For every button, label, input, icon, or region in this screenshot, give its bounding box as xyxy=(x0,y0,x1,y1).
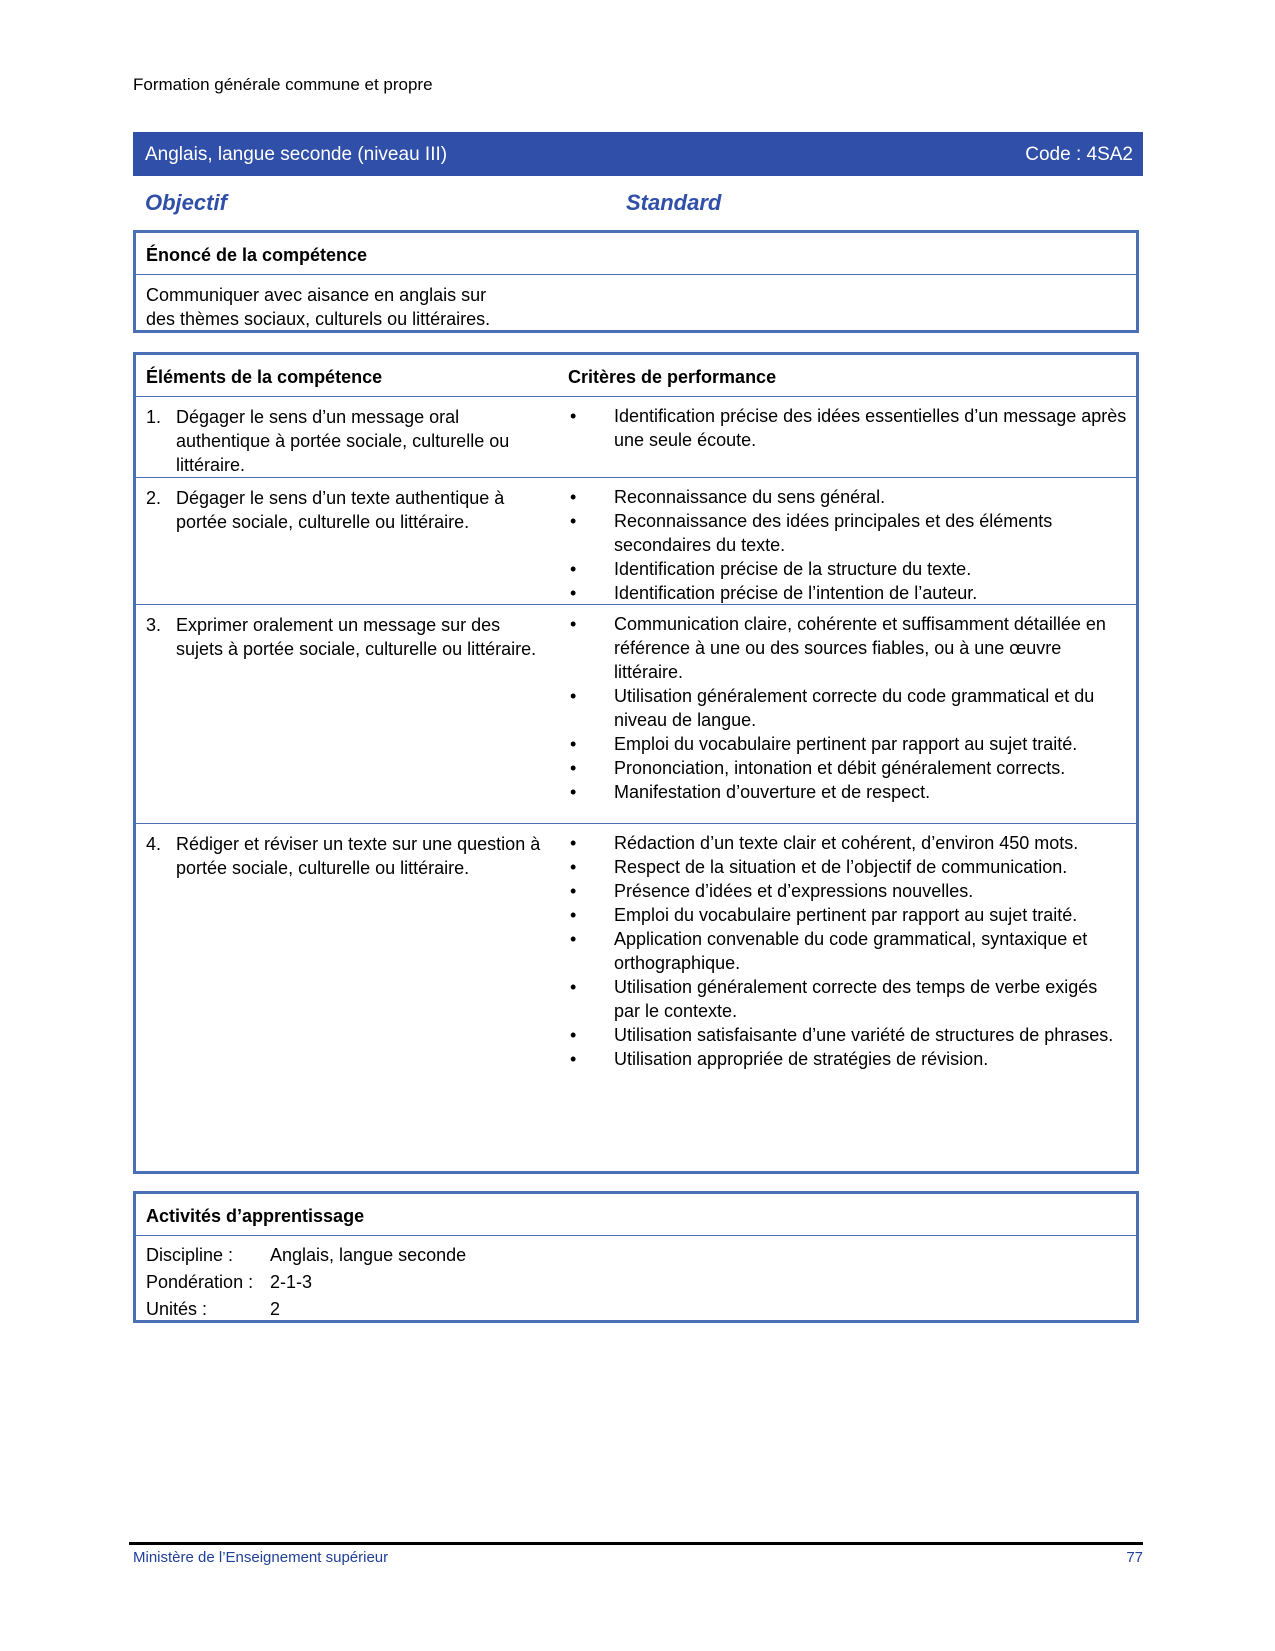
activities-details xyxy=(136,1236,1136,1329)
table-row xyxy=(136,605,1136,824)
criterion-item: • Emploi du vocabulaire pertinent par rapport au sujet traité. xyxy=(568,732,1128,756)
criterion-item: • Utilisation appropriée de stratégies de révision. xyxy=(568,1047,1128,1071)
competence-element xyxy=(146,613,546,661)
discipline-label: Discipline : xyxy=(146,1245,234,1265)
ponderation-value: 2-1-3 xyxy=(270,1272,313,1292)
criterion-item: • Manifestation d’ouverture et de respect. xyxy=(568,780,1128,804)
criterion-item: • Rédaction d’un texte clair et cohérent, d’environ 450 mots. xyxy=(568,831,1128,855)
elements-table-header xyxy=(136,355,1136,397)
competence-line: Communiquer avec aisance en anglais sur xyxy=(146,285,487,305)
table-row xyxy=(136,824,1136,1136)
criterion-item: • Identification précise de la structure du texte. xyxy=(568,557,1128,581)
criterion-item: • Identification précise des idées essentielles d’un message après une seule écoute. xyxy=(568,404,1128,452)
elements-rows xyxy=(136,397,1136,1136)
criteria-list xyxy=(568,612,1128,804)
criteria-list xyxy=(568,831,1128,1071)
criteria-column-heading: Critères de performance xyxy=(568,367,777,387)
discipline-value: Anglais, langue seconde xyxy=(270,1245,467,1265)
criterion-item: • Reconnaissance des idées principales et des éléments secondaires du texte. xyxy=(568,509,1128,557)
discipline-row xyxy=(146,1242,1126,1269)
ponderation-label: Pondération : xyxy=(146,1272,254,1292)
program-title: Formation générale commune et propre xyxy=(133,75,433,94)
course-title: Anglais, langue seconde (niveau III) xyxy=(145,144,448,165)
criterion-item: • Utilisation satisfaisante d’une variété de structures de phrases. xyxy=(568,1023,1128,1047)
activities-heading: Activités d’apprentissage xyxy=(136,1194,1136,1236)
competence-element xyxy=(146,832,546,880)
element-number: 2. xyxy=(146,488,162,508)
elements-column-heading: Éléments de la compétence xyxy=(146,367,383,387)
standard-heading: Standard xyxy=(626,190,722,215)
competence-heading: Énoncé de la compétence xyxy=(136,233,1136,275)
footer-rule xyxy=(129,1542,1143,1545)
criterion-item: • Emploi du vocabulaire pertinent par rapport au sujet traité. xyxy=(568,903,1128,927)
competence-element xyxy=(146,486,546,534)
criterion-item: • Utilisation généralement correcte du code grammatical et du niveau de langue. xyxy=(568,684,1128,732)
criterion-item: • Respect de la situation et de l’objectif de communication. xyxy=(568,855,1128,879)
units-label: Unités : xyxy=(146,1299,208,1319)
element-text: Dégager le sens d’un message oral authentique à portée sociale, culturelle ou littéraire. xyxy=(176,407,510,475)
criterion-item: • Reconnaissance du sens général. xyxy=(568,485,1128,509)
criteria-list xyxy=(568,404,1128,452)
table-row xyxy=(136,478,1136,605)
competence-box xyxy=(133,230,1139,333)
course-code: Code : 4SA2 xyxy=(1025,144,1133,165)
competence-line: des thèmes sociaux, culturels ou littéraires. xyxy=(146,309,491,329)
competence-element xyxy=(146,405,546,477)
units-value: 2 xyxy=(270,1299,281,1319)
element-number: 1. xyxy=(146,407,162,427)
criterion-item: • Utilisation généralement correcte des temps de verbe exigés par le contexte. xyxy=(568,975,1128,1023)
page-number: 77 xyxy=(1126,1549,1143,1566)
ponderation-row xyxy=(146,1269,1126,1296)
competence-statement xyxy=(136,275,1136,339)
elements-table xyxy=(133,352,1139,1174)
criterion-item: • Identification précise de l’intention de l’auteur. xyxy=(568,581,1128,605)
element-number: 4. xyxy=(146,834,162,854)
table-row xyxy=(136,397,1136,478)
element-text: Exprimer oralement un message sur des sujets à portée sociale, culturelle ou littéraire. xyxy=(176,615,537,659)
criterion-item: • Communication claire, cohérente et suffisamment détaillée en référence à une ou des sources fiables, ou à une œuvre littéraire. xyxy=(568,612,1128,684)
units-row xyxy=(146,1296,1126,1323)
activities-box xyxy=(133,1191,1139,1323)
element-text: Dégager le sens d’un texte authentique à portée sociale, culturelle ou littéraire. xyxy=(176,488,505,532)
objective-heading: Objectif xyxy=(145,190,227,215)
course-banner xyxy=(133,132,1143,176)
element-number: 3. xyxy=(146,615,162,635)
criterion-item: • Application convenable du code grammatical, syntaxique et orthographique. xyxy=(568,927,1128,975)
criterion-item: • Prononciation, intonation et débit généralement corrects. xyxy=(568,756,1128,780)
footer-ministry: Ministère de l’Enseignement supérieur xyxy=(133,1549,389,1566)
element-text: Rédiger et réviser un texte sur une question à portée sociale, culturelle ou littéraire. xyxy=(176,834,541,878)
criteria-list xyxy=(568,485,1128,605)
criterion-item: • Présence d’idées et d’expressions nouvelles. xyxy=(568,879,1128,903)
